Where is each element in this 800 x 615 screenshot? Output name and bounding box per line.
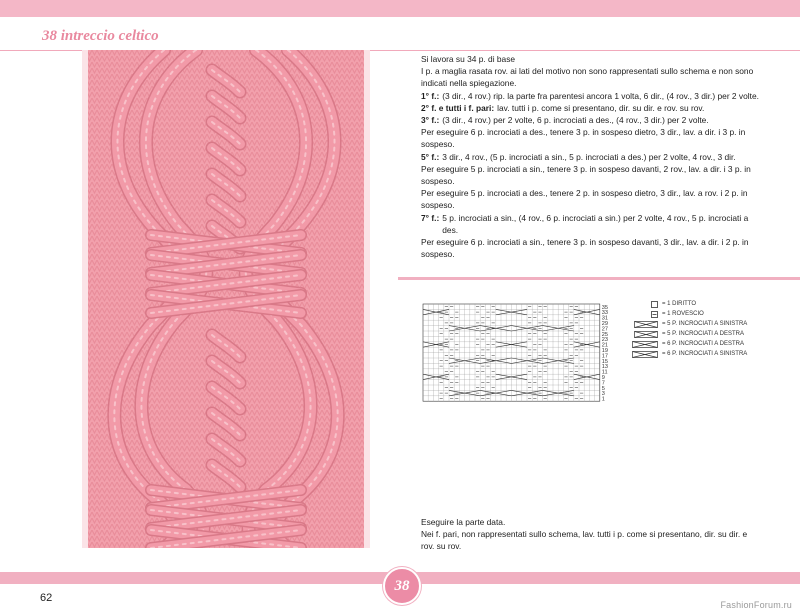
instructions-block xyxy=(421,53,761,260)
chart-row-label: 33 xyxy=(601,310,609,317)
section-divider xyxy=(398,277,800,280)
chart-row-label: 11 xyxy=(601,369,608,376)
legend-text: = 6 P. INCROCIATI A DESTRA xyxy=(662,341,744,347)
chart-row-label: 5 xyxy=(601,385,605,392)
instruction-note: Per eseguire 5 p. incrociati a sin., tenere 3 p. in sospeso davanti, 2 rov., lav. a dir. i 3 p. in sospeso. xyxy=(421,163,751,187)
chart-row-label: 21 xyxy=(601,342,609,349)
chart-row-label: 9 xyxy=(601,375,605,381)
top-color-band xyxy=(0,0,800,17)
chart-row-label: 25 xyxy=(601,331,609,338)
page-number: 62 xyxy=(40,592,53,604)
pattern-title: 38 intreccio celtico xyxy=(42,28,159,44)
legend-text: = 5 P. INCROCIATI A DESTRA xyxy=(662,331,744,337)
legend-item xyxy=(632,339,792,349)
pattern-number-badge xyxy=(383,567,421,605)
instruction-row xyxy=(421,151,761,163)
chart-row-label: 13 xyxy=(601,364,609,371)
legend-item xyxy=(632,309,792,319)
legend-item xyxy=(632,349,792,359)
legend-item xyxy=(632,329,792,339)
instruction-row xyxy=(421,212,761,236)
chart-row-label: 23 xyxy=(601,337,609,344)
row-label: 2° f. e tutti i f. pari: xyxy=(421,102,495,113)
instruction-row xyxy=(421,90,761,102)
chart-row-label: 35 xyxy=(601,304,609,311)
cable-5-left-icon xyxy=(632,321,658,328)
instruction-note: Per eseguire 6 p. incrociati a des., tenere 3 p. in sospeso dietro, 3 dir., lav. a dir. i 3 p. in sospeso. xyxy=(421,127,746,150)
note-title: Eseguire la parte data. xyxy=(421,517,506,527)
intro-line-2: I p. a maglia rasata rov. ai lati del motivo non sono rappresentati sullo schema e non sono indicati nella spiegazione. xyxy=(421,66,754,89)
watermark: FashionForum.ru xyxy=(720,600,792,610)
knit-swatch-photo xyxy=(82,50,370,548)
bottom-note xyxy=(421,516,761,553)
instruction-row xyxy=(421,102,761,114)
row-text: lav. tutti i p. come si presentano, dir. su dir. e rov. su rov. xyxy=(497,102,705,113)
chart-row-label: 3 xyxy=(601,391,605,398)
intro-line-1: Si lavora su 34 p. di base xyxy=(421,54,516,64)
title-row xyxy=(0,24,800,50)
legend-text: = 1 ROVESCIO xyxy=(662,311,704,317)
row-label: 5° f.: xyxy=(421,151,440,162)
legend-item xyxy=(632,299,792,309)
chart-row-label: 31 xyxy=(601,315,609,322)
legend-text: = 6 P. INCROCIATI A SINISTRA xyxy=(662,351,748,357)
chart-row-label: 19 xyxy=(601,348,609,354)
chart-row-label: 15 xyxy=(601,358,609,365)
cable-6-right-icon xyxy=(632,341,658,348)
legend-text: = 1 DIRITTO xyxy=(662,301,697,307)
chart-row-label: 1 xyxy=(601,396,605,403)
instruction-note: Per eseguire 5 p. incrociati a des., tenere 2 p. in sospeso dietro, 3 dir., lav. a rov. i 2 p. in sospeso. xyxy=(421,188,748,211)
chart-row-label: 17 xyxy=(601,353,609,360)
row-text: (3 dir., 4 rov.) per 2 volte, 6 p. incrociati a des., (4 rov., 3 dir.) per 2 volte. xyxy=(442,115,709,126)
note-text: Nei f. pari, non rappresentati sullo schema, lav. tutti i p. come si presentano, dir. su dir. e rov. su rov. xyxy=(421,529,748,552)
badge-number: 38 xyxy=(394,578,410,594)
cable-5-right-icon xyxy=(632,331,658,338)
instruction-row xyxy=(421,114,761,126)
chart-row-label: 27 xyxy=(601,326,609,333)
row-text: 5 p. incrociati a sin., (4 rov., 6 p. incrociati a sin.) per 2 volte, 4 rov., 5 p. incrociati a des. xyxy=(442,212,749,235)
row-text: 3 dir., 4 rov., (5 p. incrociati a sin., 5 p. incrociati a des.) per 2 volte, 4 rov., 3 dir. xyxy=(442,151,736,162)
row-text: (3 dir., 4 rov.) rip. la parte fra parentesi ancora 1 volta, 6 dir., (4 rov., 3 dir.) per 2 volte. xyxy=(442,90,759,101)
legend-item xyxy=(632,319,792,329)
instruction-note: Per eseguire 6 p. incrociati a sin., tenere 3 p. in sospeso davanti, 3 dir., lav. a dir. i 2 p. in sospeso. xyxy=(421,237,749,260)
chart-row-label: 29 xyxy=(601,321,609,327)
legend-text: = 5 P. INCROCIATI A SINISTRA xyxy=(662,321,748,327)
chart-row-label: 7 xyxy=(601,380,605,387)
row-label: 3° f.: xyxy=(421,115,440,126)
row-label: 7° f.: xyxy=(421,212,440,223)
row-label: 1° f.: xyxy=(421,90,440,101)
knitting-chart xyxy=(421,300,615,404)
knit-square-icon xyxy=(632,301,658,308)
purl-square-icon xyxy=(632,311,658,318)
cable-6-left-icon xyxy=(632,351,658,358)
chart-legend xyxy=(632,299,792,359)
